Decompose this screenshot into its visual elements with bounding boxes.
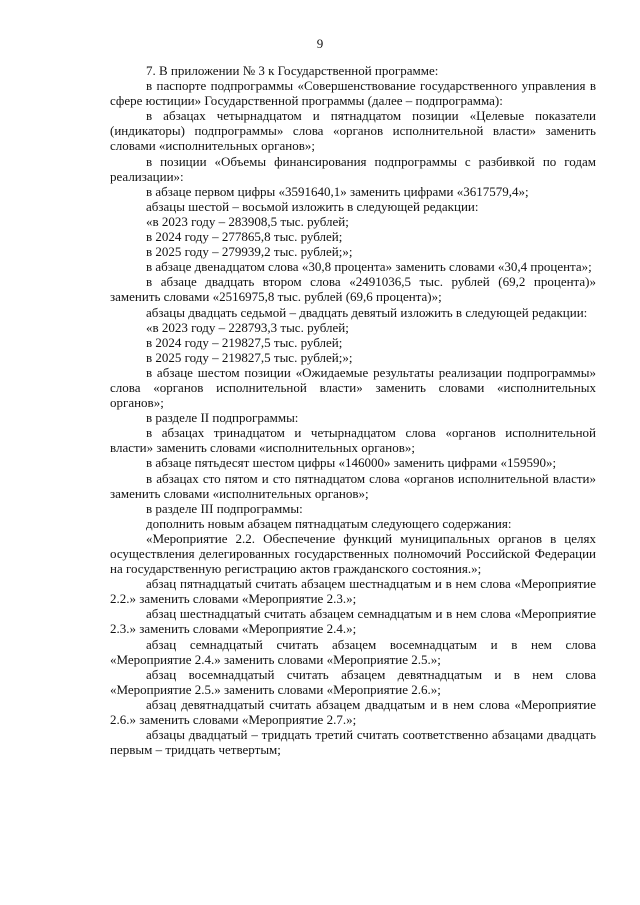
paragraph: «Мероприятие 2.2. Обеспечение функций муниципальных органов в целях осуществления делегированных государственных полномочий Российской Федерации на государственную регистрацию актов гражданского состояния.»; bbox=[110, 530, 596, 577]
paragraph: в абзаце двадцать втором слова «2491036,5 тыс. рублей (69,2 процента)» заменить словами «2516975,8 тыс. рублей (69,6 процента)»; bbox=[110, 274, 596, 305]
paragraph: абзац шестнадцатый считать абзацем семнадцатым и в нем слова «Мероприятие 2.3.» заменить словами «Мероприятие 2.4.»; bbox=[110, 606, 596, 637]
paragraph: в абзацах четырнадцатом и пятнадцатом позиции «Целевые показатели (индикаторы) подпрограммы» слова «органов исполнительной власти» заменить словами «исполнительных органов»; bbox=[110, 108, 596, 154]
paragraph: в абзацах тринадцатом и четырнадцатом слова «органов исполнительной власти» заменить словами «исполнительных органов»; bbox=[110, 425, 596, 456]
paragraph: в 2024 году – 219827,5 тыс. рублей; bbox=[146, 334, 343, 350]
paragraph: в позиции «Объемы финансирования подпрограммы с разбивкой по годам реализации»: bbox=[110, 153, 596, 184]
paragraph: в абзаце шестом позиции «Ожидаемые результаты реализации подпрограммы» слова «органов исполнительной власти» заменить словами «исполнительных органов»; bbox=[110, 364, 596, 411]
paragraph: в 2024 году – 277865,8 тыс. рублей; bbox=[146, 229, 343, 245]
paragraph: абзацы шестой – восьмой изложить в следующей редакции: bbox=[146, 198, 479, 214]
paragraph: абзац пятнадцатый считать абзацем шестнадцатым и в нем слова «Мероприятие 2.2.» заменить словами «Мероприятие 2.3.»; bbox=[110, 576, 596, 607]
paragraph: в абзаце двенадцатом слова «30,8 процента» заменить словами «30,4 процента»; bbox=[146, 259, 592, 275]
paragraph: 7. В приложении № 3 к Государственной программе: bbox=[146, 63, 439, 78]
paragraph: в разделе II подпрограммы: bbox=[146, 410, 299, 426]
paragraph: в 2025 году – 279939,2 тыс. рублей;»; bbox=[146, 244, 353, 260]
paragraph: в абзацах сто пятом и сто пятнадцатом слова «органов исполнительной власти» заменить словами «исполнительных органов»; bbox=[110, 470, 596, 501]
paragraph: в 2025 году – 219827,5 тыс. рублей;»; bbox=[146, 349, 353, 365]
paragraph: «в 2023 году – 228793,3 тыс. рублей; bbox=[146, 319, 349, 335]
paragraph: в абзаце первом цифры «3591640,1» заменить цифрами «3617579,4»; bbox=[146, 183, 529, 199]
document-body bbox=[110, 63, 596, 757]
paragraph: «в 2023 году – 283908,5 тыс. рублей; bbox=[146, 213, 349, 229]
paragraph: абзацы двадцатый – тридцать третий считать соответственно абзацами двадцать первым – тридцать четвертым; bbox=[110, 727, 596, 758]
paragraph: в разделе III подпрограммы: bbox=[146, 500, 303, 516]
paragraph: абзац восемнадцатый считать абзацем девятнадцатым и в нем слова «Мероприятие 2.5.» заменить словами «Мероприятие 2.6.»; bbox=[110, 666, 596, 697]
paragraph: абзацы двадцать седьмой – двадцать девятый изложить в следующей редакции: bbox=[146, 304, 588, 320]
paragraph: в паспорте подпрограммы «Совершенствование государственного управления в сфере юстиции» Государственной программы (далее – подпрограмма): bbox=[110, 78, 596, 109]
paragraph: абзац семнадцатый считать абзацем восемнадцатым и в нем слова «Мероприятие 2.4.» заменить словами «Мероприятие 2.5.»; bbox=[110, 636, 596, 667]
page-number: 9 bbox=[316, 36, 324, 51]
paragraph: в абзаце пятьдесят шестом цифры «146000» заменить цифрами «159590»; bbox=[146, 455, 557, 471]
paragraph: дополнить новым абзацем пятнадцатым следующего содержания: bbox=[146, 515, 512, 531]
paragraph: абзац девятнадцатый считать абзацем двадцатым и в нем слова «Мероприятие 2.6.» заменить словами «Мероприятие 2.7.»; bbox=[110, 696, 596, 728]
